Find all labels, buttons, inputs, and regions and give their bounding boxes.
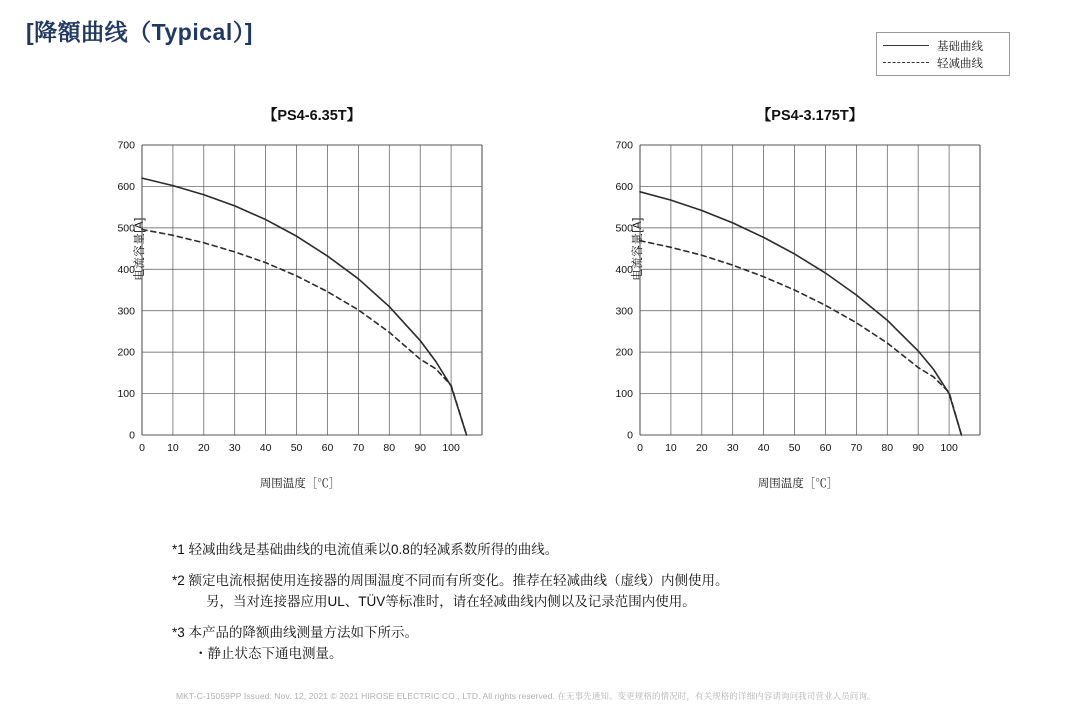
svg-text:50: 50 xyxy=(788,442,801,454)
svg-text:40: 40 xyxy=(259,442,272,454)
note-text: 轻减曲线是基础曲线的电流值乘以0.8的轻减系数所得的曲线。 xyxy=(188,542,559,557)
y-axis-label: 电流容量[A] xyxy=(134,217,146,281)
dashed-line-icon xyxy=(883,58,929,68)
note-marker: *2 xyxy=(172,572,185,588)
legend-item-1 xyxy=(883,54,1003,71)
note-subtext: ・静止状态下通电测量。 xyxy=(194,645,343,661)
page-title: [降額曲线（Typical）] xyxy=(26,19,253,45)
svg-text:80: 80 xyxy=(881,442,894,454)
svg-text:300: 300 xyxy=(117,305,135,318)
svg-text:100: 100 xyxy=(940,442,958,454)
svg-text:100: 100 xyxy=(117,388,135,401)
svg-text:60: 60 xyxy=(321,442,334,454)
svg-text:20: 20 xyxy=(695,442,708,454)
legend xyxy=(876,32,1010,76)
svg-text:80: 80 xyxy=(383,442,396,454)
svg-text:70: 70 xyxy=(352,442,365,454)
svg-text:600: 600 xyxy=(117,181,135,194)
svg-text:0: 0 xyxy=(129,429,135,442)
svg-text:50: 50 xyxy=(290,442,303,454)
svg-text:500: 500 xyxy=(117,222,135,235)
svg-text:70: 70 xyxy=(850,442,863,454)
svg-text:10: 10 xyxy=(167,442,179,454)
svg-text:300: 300 xyxy=(615,305,633,318)
svg-text:30: 30 xyxy=(228,442,241,454)
note-text: 额定电流根据使用连接器的周围温度不同而有所变化。推荐在轻减曲线（虚线）内侧使用。 xyxy=(188,572,729,588)
svg-text:90: 90 xyxy=(912,442,925,454)
svg-text:400: 400 xyxy=(117,263,135,276)
svg-text:0: 0 xyxy=(627,429,633,442)
svg-text:0: 0 xyxy=(139,442,145,454)
svg-text:10: 10 xyxy=(665,442,677,454)
svg-text:20: 20 xyxy=(197,442,210,454)
x-axis-label: 周围温度［℃］ xyxy=(757,478,839,490)
chart-title: 【PS4-3.175T】 xyxy=(756,108,864,124)
chart-ps4-6-35t xyxy=(90,104,522,491)
svg-text:100: 100 xyxy=(615,388,633,401)
legend-item-0 xyxy=(883,37,1003,54)
svg-text:700: 700 xyxy=(615,139,633,152)
note-item xyxy=(172,623,872,665)
svg-text:100: 100 xyxy=(442,442,460,454)
svg-text:0: 0 xyxy=(637,442,643,454)
note-marker: *3 xyxy=(172,624,185,640)
svg-text:400: 400 xyxy=(615,263,633,276)
chart-ps4-3-175t xyxy=(588,104,1020,491)
chart-canvas xyxy=(90,131,510,471)
svg-text:600: 600 xyxy=(615,181,633,194)
note-subtext: 另，当对连接器应用UL、TÜV等标准时，请在轻减曲线内侧以及记录范围内使用。 xyxy=(206,593,696,609)
svg-text:200: 200 xyxy=(615,346,633,359)
y-axis-label: 电流容量[A] xyxy=(632,217,644,281)
chart-canvas xyxy=(588,131,1008,471)
x-axis-label: 周围温度［℃］ xyxy=(259,478,341,490)
svg-text:60: 60 xyxy=(819,442,832,454)
note-marker: *1 xyxy=(172,542,185,557)
svg-text:90: 90 xyxy=(414,442,427,454)
svg-text:200: 200 xyxy=(117,346,135,359)
note-item xyxy=(172,540,872,561)
svg-text:500: 500 xyxy=(615,222,633,235)
svg-text:40: 40 xyxy=(757,442,770,454)
solid-line-icon xyxy=(883,41,929,51)
legend-item-label: 轻减曲线 xyxy=(937,57,983,70)
notes-list xyxy=(172,540,872,675)
chart-title: 【PS4-6.35T】 xyxy=(262,108,362,124)
note-item xyxy=(172,571,872,613)
note-text: 本产品的降额曲线测量方法如下所示。 xyxy=(188,624,419,640)
svg-text:30: 30 xyxy=(726,442,739,454)
footer-text: MKT-C-15059PP Issued: Nov. 12, 2021 © 2021 HIROSE ELECTRIC CO., LTD. All rights reserved. 在无事先通知、变更规格的情况时，有关规格的详细内容请询问我司营业人员问询。 xyxy=(176,691,876,701)
legend-item-label: 基础曲线 xyxy=(937,40,983,53)
svg-text:700: 700 xyxy=(117,139,135,152)
